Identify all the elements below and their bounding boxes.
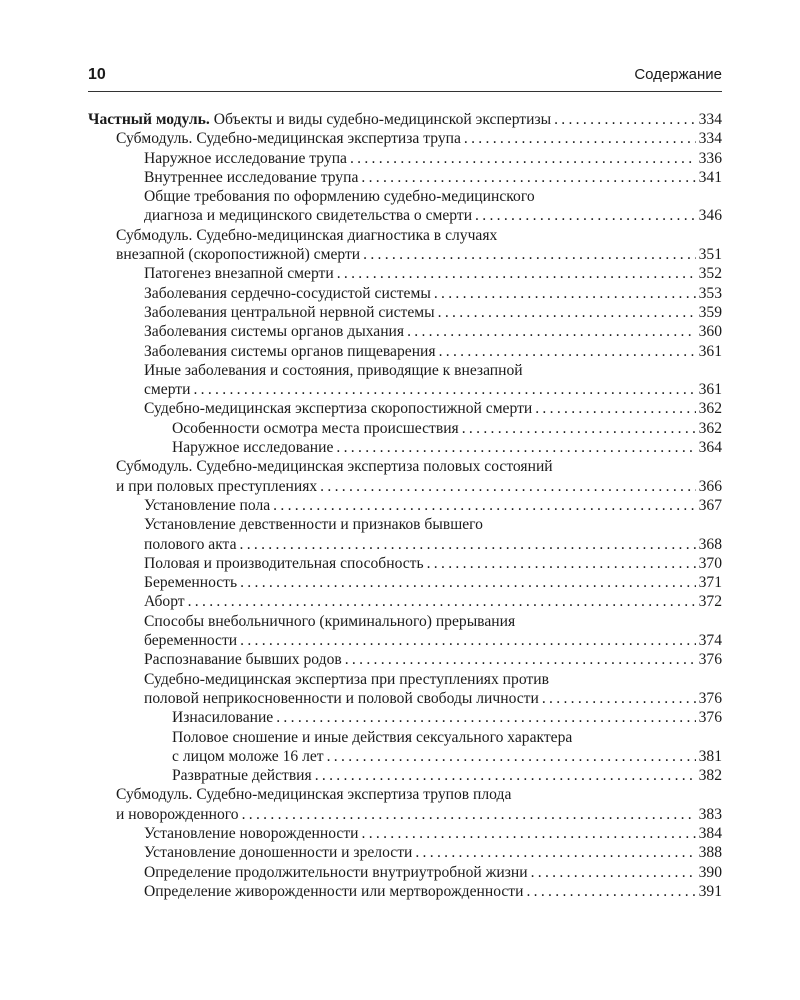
toc-page-number: 352 <box>698 265 722 283</box>
toc-entry <box>88 882 722 901</box>
toc-entry <box>88 438 722 457</box>
toc-page-number: 346 <box>698 207 722 225</box>
toc-entry <box>88 496 722 515</box>
toc-entry-first-line: Субмодуль. Судебно-медицинская экспертиза трупов плода <box>116 786 512 804</box>
toc-entry <box>88 728 722 767</box>
toc-page-number: 364 <box>698 439 722 457</box>
toc-entry <box>88 592 722 611</box>
toc-entry-first-line: Половое сношение и иные действия сексуального характера <box>172 728 573 746</box>
toc-page-number: 334 <box>698 111 722 128</box>
toc-entry-text: Заболевания сердечно-сосудистой системы <box>144 284 431 302</box>
toc-entry <box>88 457 722 496</box>
toc-entry <box>88 226 722 265</box>
toc-entry-text: Заболевания центральной нервной системы <box>144 303 435 321</box>
toc-entry <box>88 149 722 168</box>
toc-page-number: 368 <box>698 535 722 553</box>
toc-entry-bold: Частный модуль. <box>88 111 210 128</box>
toc-entry-text: Беременность <box>144 574 238 592</box>
toc-entry-first-line: Общие требования по оформлению судебно-медицинского <box>144 188 535 206</box>
toc-entry <box>88 766 722 785</box>
toc-entry-text: Патогенез внезапной смерти <box>144 265 334 283</box>
toc-entry-first-line: Установление девственности и признаков бывшего <box>144 516 483 534</box>
toc-entry-text: Судебно-медицинская экспертиза скоропостижной смерти <box>144 400 533 418</box>
toc-entry <box>88 342 722 361</box>
toc-entry-text: смерти <box>144 381 191 399</box>
toc-entry-text: Наружное исследование трупа <box>144 149 347 167</box>
toc-page-number: 353 <box>698 284 722 302</box>
toc-entry <box>88 650 722 669</box>
toc-page-number: 376 <box>698 709 722 727</box>
toc-entry-text: и новорожденного <box>116 805 239 823</box>
toc-page-number: 351 <box>698 246 722 264</box>
toc-page-number: 376 <box>698 651 722 669</box>
toc-page-number: 361 <box>698 342 722 360</box>
toc-page-number: 359 <box>698 303 722 321</box>
toc-entry <box>88 284 722 303</box>
toc-page-number: 336 <box>698 149 722 167</box>
toc-entry-text: Субмодуль. Судебно-медицинская экспертиза трупа <box>116 130 461 148</box>
toc-entry-text: Развратные действия <box>172 767 312 785</box>
toc-page-number: 361 <box>698 381 722 399</box>
toc-entry <box>88 419 722 438</box>
toc-page-number: 362 <box>698 419 722 437</box>
toc-page-number: 381 <box>698 747 722 765</box>
toc-entry-text: внезапной (скоропостижной) смерти <box>116 246 361 264</box>
toc-entry-text: половой неприкосновенности и половой свободы личности <box>144 689 539 707</box>
toc-page-number: 372 <box>698 593 722 611</box>
running-title: Содержание <box>634 66 722 83</box>
toc-entry <box>88 322 722 341</box>
toc-page-number: 384 <box>698 824 722 842</box>
toc-entry-text: Установление доношенности и зрелости <box>144 844 413 862</box>
toc-page-number: 362 <box>698 400 722 418</box>
toc-page-number: 390 <box>698 863 722 881</box>
toc-entry <box>88 573 722 592</box>
toc-entry-first-line: Способы внебольничного (криминального) прерывания <box>144 612 516 630</box>
toc-page-number: 382 <box>698 767 722 785</box>
toc-entry-text: с лицом моложе 16 лет <box>172 747 324 765</box>
toc-entry-text: Заболевания системы органов дыхания <box>144 323 405 341</box>
toc-entry <box>88 863 722 882</box>
toc-entry <box>88 515 722 554</box>
toc-entry-first-line: Субмодуль. Судебно-медицинская диагностика в случаях <box>116 226 498 244</box>
toc-entry <box>88 168 722 187</box>
toc-entry <box>88 670 722 709</box>
table-of-contents <box>88 110 722 901</box>
toc-entry-text: полового акта <box>144 535 237 553</box>
toc-page-number: 341 <box>698 168 722 186</box>
toc-page-number: 376 <box>698 689 722 707</box>
toc-entry-text: диагноза и медицинского свидетельства о смерти <box>144 207 473 225</box>
toc-page-number: 388 <box>698 844 722 862</box>
toc-entry-text: Половая и производительная способность <box>144 554 424 572</box>
toc-entry-text: Аборт <box>144 593 185 611</box>
toc-page-number: 374 <box>698 632 722 650</box>
toc-entry-text: Распознавание бывших родов <box>144 651 342 669</box>
toc-entry <box>88 303 722 322</box>
toc-page-number: 360 <box>698 323 722 341</box>
toc-page-number: 383 <box>698 805 722 823</box>
toc-entry-first-line: Судебно-медицинская экспертиза при преступлениях против <box>144 670 549 688</box>
toc-entry-text: и при половых преступлениях <box>116 477 318 495</box>
toc-entry-text: Особенности осмотра места происшествия <box>172 419 459 437</box>
toc-entry-text: Изнасилование <box>172 709 274 727</box>
toc-page-number: 371 <box>698 574 722 592</box>
toc-entry <box>88 110 722 129</box>
toc-entry <box>88 785 722 824</box>
toc-entry-text: Внутреннее исследование трупа <box>144 168 359 186</box>
toc-entry-text: Наружное исследование <box>172 439 334 457</box>
toc-page-number: 370 <box>698 554 722 572</box>
toc-entry-text: Заболевания системы органов пищеварения <box>144 342 436 360</box>
toc-entry <box>88 843 722 862</box>
toc-page-number: 391 <box>698 882 722 900</box>
toc-entry <box>88 187 722 226</box>
toc-entry <box>88 264 722 283</box>
toc-entry-text: беременности <box>144 632 238 650</box>
header-rule <box>88 91 722 92</box>
toc-entry-text: Объекты и виды судебно-медицинской экспертизы <box>209 111 552 128</box>
toc-entry <box>88 824 722 843</box>
toc-entry-first-line: Иные заболевания и состояния, приводящие к внезапной <box>144 361 523 379</box>
page-header <box>88 66 722 88</box>
toc-page-number: 366 <box>698 477 722 495</box>
toc-entry <box>88 554 722 573</box>
toc-entry <box>88 612 722 651</box>
toc-entry <box>88 129 722 148</box>
toc-entry-text: Установление пола <box>144 496 271 514</box>
toc-page-number: 367 <box>698 496 722 514</box>
toc-entry <box>88 708 722 727</box>
toc-entry-first-line: Субмодуль. Судебно-медицинская экспертиза половых состояний <box>116 458 553 476</box>
toc-page-number: 334 <box>698 130 722 148</box>
toc-entry-text: Определение живорожденности или мертворожденности <box>144 882 524 900</box>
toc-entry-text: Определение продолжительности внутриутробной жизни <box>144 863 528 881</box>
toc-entry <box>88 361 722 400</box>
toc-entry <box>88 399 722 418</box>
page-number: 10 <box>88 66 106 83</box>
toc-entry-text: Установление новорожденности <box>144 824 359 842</box>
